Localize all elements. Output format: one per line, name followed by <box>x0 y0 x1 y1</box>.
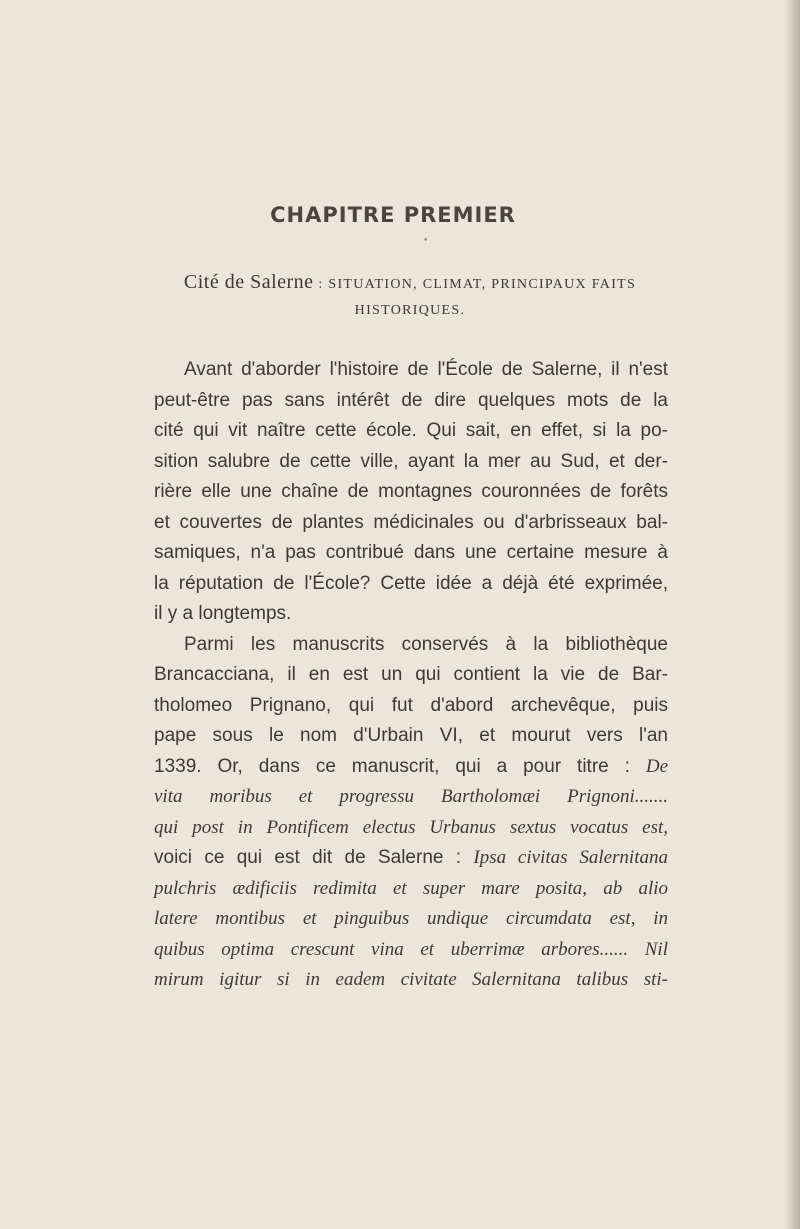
text-line-italic: pulchris ædificiis redimita et super mare posita, ab alio <box>154 877 668 899</box>
subtitle-line-1 <box>150 269 670 298</box>
text-line-italic: qui post in Pontificem electus Urbanus sextus vocatus est, <box>154 816 668 838</box>
text-line: Parmi les manuscrits conservés à la bibliothèque <box>184 633 668 655</box>
text-run: voici ce qui est dit de Salerne : <box>154 847 474 868</box>
text-line: cité qui vit naître cette école. Qui sait, en effet, si la po- <box>154 420 668 441</box>
text-line: peut-être pas sans intérêt de dire quelques mots de la <box>154 389 668 411</box>
text-line-italic: latere montibus et pinguibus undique circumdata est, in <box>154 908 668 929</box>
italic-run: De <box>645 755 668 777</box>
body-text <box>154 355 668 996</box>
chapter-title: CHAPITRE PREMIER <box>270 203 516 227</box>
text-line: tholomeo Prignano, qui fut d'abord archevêque, puis <box>154 694 668 716</box>
subtitle-cite: Cité de Salerne <box>183 271 314 293</box>
text-line: la réputation de l'École? Cette idée a déjà été exprimée, <box>154 572 668 594</box>
text-line: Brancacciana, il en est un qui contient la vie de Bar- <box>154 664 668 685</box>
text-line-italic: quibus optima crescunt vina et uberrimæ arbores...... Nil <box>154 938 668 960</box>
page-edge-shadow <box>786 0 800 1229</box>
subtitle-line-2: HISTORIQUES. <box>354 303 466 318</box>
text-line-italic: mirum igitur si in eadem civitate Salernitana talibus sti- <box>154 969 668 990</box>
chapter-subtitle <box>150 269 670 324</box>
text-line: sition salubre de cette ville, ayant la mer au Sud, et der- <box>154 450 668 472</box>
text-line <box>154 752 668 783</box>
text-line <box>154 843 668 874</box>
text-line: Avant d'aborder l'histoire de l'École de Salerne, il n'est <box>184 359 668 380</box>
text-line: pape sous le nom d'Urbain VI, et mourut vers l'an <box>154 725 668 746</box>
text-run: 1339. Or, dans ce manuscrit, qui a pour titre : <box>154 755 646 777</box>
subtitle-topics: : SITUATION, CLIMAT, PRINCIPAUX FAITS <box>313 277 637 292</box>
text-line: et couvertes de plantes médicinales ou d'arbrisseaux bal- <box>154 511 668 533</box>
text-line: samiques, n'a pas contribué dans une certaine mesure à <box>154 542 668 563</box>
italic-run: Ipsa civitas Salernitana <box>473 847 668 868</box>
text-line: rière elle une chaîne de montagnes couronnées de forêts <box>154 481 668 502</box>
ornament-mark: • <box>423 236 429 246</box>
text-line-italic: vita moribus et progressu Bartholomæi Prignoni....... <box>154 786 668 807</box>
text-line: il y a longtemps. <box>154 603 292 624</box>
